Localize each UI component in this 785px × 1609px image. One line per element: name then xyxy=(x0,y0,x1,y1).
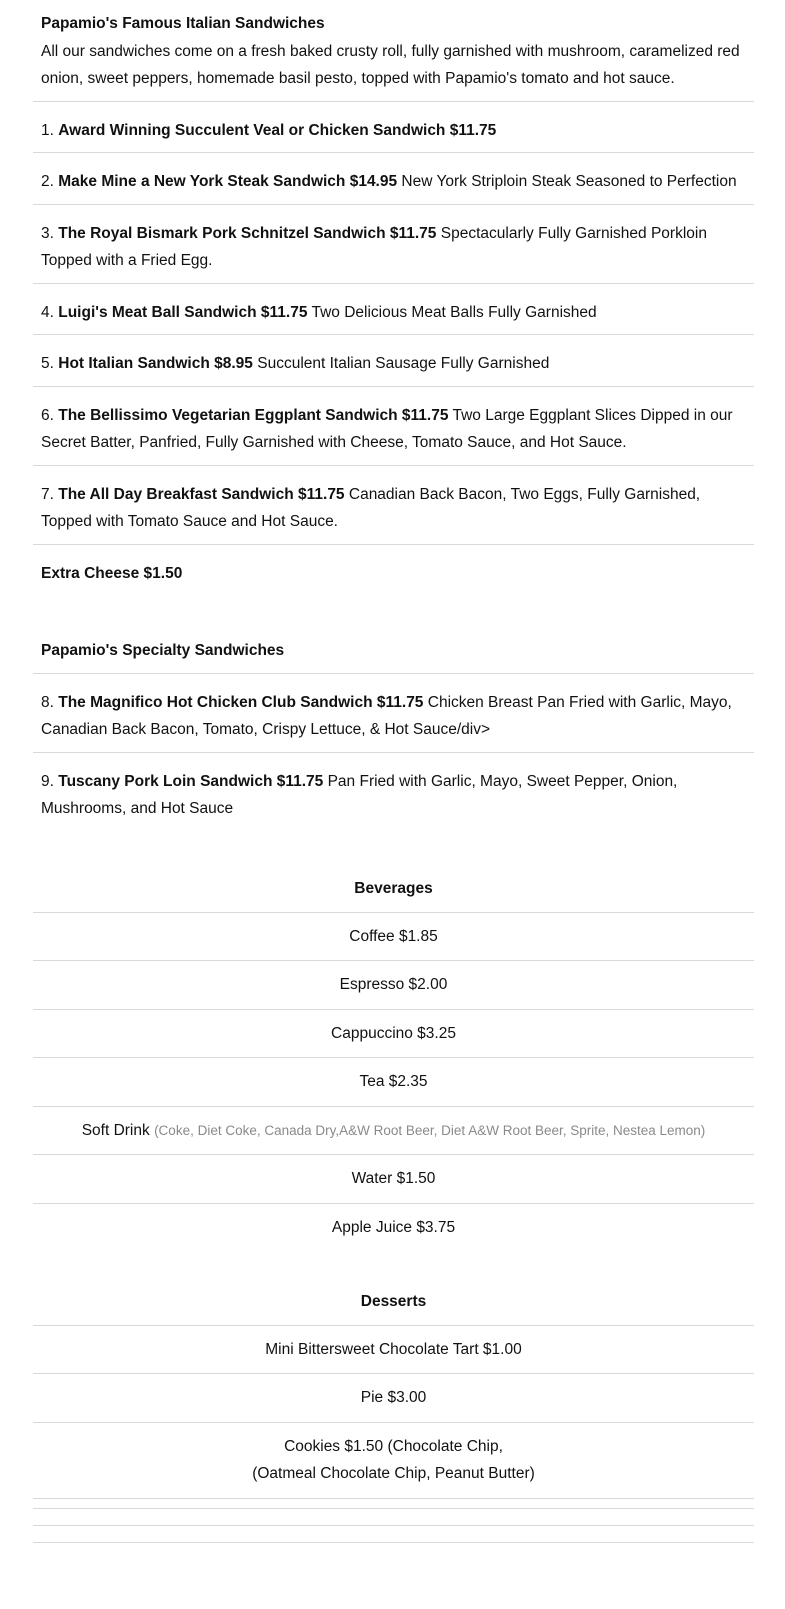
beverage-item xyxy=(33,913,754,962)
menu-item xyxy=(33,335,754,387)
beverage-note: (Coke, Diet Coke, Canada Dry,A&W Root Beer, Diet A&W Root Beer, Sprite, Nestea Lemon) xyxy=(154,1122,706,1138)
beverage-name: Coffee $1.85 xyxy=(349,927,438,945)
famous-intro xyxy=(33,6,754,102)
famous-sandwiches-section xyxy=(33,6,754,587)
divider xyxy=(33,1542,754,1543)
menu-item xyxy=(33,284,754,336)
divider xyxy=(33,1508,754,1509)
beverage-item xyxy=(33,1058,754,1107)
dessert-item xyxy=(33,1326,754,1375)
item-name: Luigi's Meat Ball Sandwich $11.75 xyxy=(58,303,308,321)
item-description: Chicken Breast Pan Fried with Garlic, Mayo, Canadian Back Bacon, Tomato, Crispy Lettuce, & Hot Sauce/div> xyxy=(41,693,732,738)
item-number: 5. xyxy=(41,355,54,372)
divider xyxy=(33,1525,754,1526)
desserts-title: Desserts xyxy=(360,1293,427,1310)
item-description: Two Delicious Meat Balls Fully Garnished xyxy=(311,303,597,321)
beverage-name: Tea $2.35 xyxy=(359,1073,428,1090)
item-description: New York Striploin Steak Seasoned to Perfection xyxy=(401,173,737,190)
famous-title: Papamio's Famous Italian Sandwiches xyxy=(41,15,325,32)
beverage-item xyxy=(33,1155,754,1204)
beverage-name: Water $1.50 xyxy=(351,1170,436,1187)
beverages-header xyxy=(33,875,754,913)
item-number: 8. xyxy=(41,693,54,711)
dessert-item xyxy=(33,1423,754,1499)
specialty-title: Papamio's Specialty Sandwiches xyxy=(41,642,285,659)
menu-item xyxy=(33,674,754,753)
desserts-section xyxy=(33,1288,754,1499)
dessert-detail: (Oatmeal Chocolate Chip, Peanut Butter) xyxy=(252,1465,535,1482)
item-description: Canadian Back Bacon, Two Eggs, Fully Garnished, Topped with Tomato Sauce and Hot Sauce. xyxy=(41,485,701,530)
famous-description: All our sandwiches come on a fresh baked crusty roll, fully garnished with mushroom, caramelized red onion, sweet peppers, homemade basil pesto, topped with Papamio's tomato and hot sauce. xyxy=(41,42,740,87)
item-description: Pan Fried with Garlic, Mayo, Sweet Pepper, Onion, Mushrooms, and Hot Sauce xyxy=(41,772,678,817)
dessert-name: Mini Bittersweet Chocolate Tart $1.00 xyxy=(265,1340,522,1358)
beverage-item xyxy=(33,1107,754,1156)
item-name: The All Day Breakfast Sandwich $11.75 xyxy=(58,485,345,503)
item-description: Spectacularly Fully Garnished Porkloin Topped with a Fried Egg. xyxy=(41,224,707,269)
item-number: 4. xyxy=(41,303,54,321)
extra-cheese-label: Extra Cheese $1.50 xyxy=(41,564,183,582)
item-name: The Royal Bismark Pork Schnitzel Sandwich $11.75 xyxy=(58,224,437,242)
menu-item xyxy=(33,153,754,205)
dessert-item xyxy=(33,1374,754,1423)
menu-item xyxy=(33,466,754,545)
item-name: The Magnifico Hot Chicken Club Sandwich $11.75 xyxy=(58,693,424,711)
item-name: Make Mine a New York Steak Sandwich $14.95 xyxy=(58,173,398,190)
item-name: Hot Italian Sandwich $8.95 xyxy=(58,355,253,372)
item-name: Award Winning Succulent Veal or Chicken Sandwich $11.75 xyxy=(58,121,497,139)
beverage-item xyxy=(33,1010,754,1059)
desserts-header xyxy=(33,1288,754,1326)
specialty-header xyxy=(33,637,754,674)
menu-item xyxy=(33,387,754,466)
menu-item xyxy=(33,102,754,154)
item-number: 1. xyxy=(41,121,54,139)
item-description: Succulent Italian Sausage Fully Garnished xyxy=(257,355,550,372)
item-name: The Bellissimo Vegetarian Eggplant Sandwich $11.75 xyxy=(58,406,449,424)
extra-cheese xyxy=(33,545,754,588)
item-number: 9. xyxy=(41,772,54,790)
item-number: 3. xyxy=(41,224,54,242)
menu-item xyxy=(33,205,754,284)
item-name: Tuscany Pork Loin Sandwich $11.75 xyxy=(58,772,324,790)
beverage-name: Soft Drink xyxy=(81,1121,150,1139)
specialty-sandwiches-section xyxy=(33,637,754,823)
dessert-name: Cookies $1.50 (Chocolate Chip, xyxy=(284,1437,503,1455)
menu-item xyxy=(33,753,754,823)
item-description: Two Large Eggplant Slices Dipped in our Secret Batter, Panfried, Fully Garnished with Cheese, Tomato Sauce, and Hot Sauce. xyxy=(41,406,733,451)
beverage-name: Espresso $2.00 xyxy=(339,976,448,993)
item-number: 6. xyxy=(41,406,54,424)
item-number: 7. xyxy=(41,485,54,503)
beverage-name: Cappuccino $3.25 xyxy=(331,1024,456,1042)
beverages-title: Beverages xyxy=(354,880,433,897)
item-number: 2. xyxy=(41,173,54,190)
beverage-item xyxy=(33,961,754,1010)
beverages-section xyxy=(33,875,754,1241)
beverage-name: Apple Juice $3.75 xyxy=(331,1218,456,1236)
beverage-item xyxy=(33,1204,754,1242)
dessert-name: Pie $3.00 xyxy=(360,1389,427,1406)
